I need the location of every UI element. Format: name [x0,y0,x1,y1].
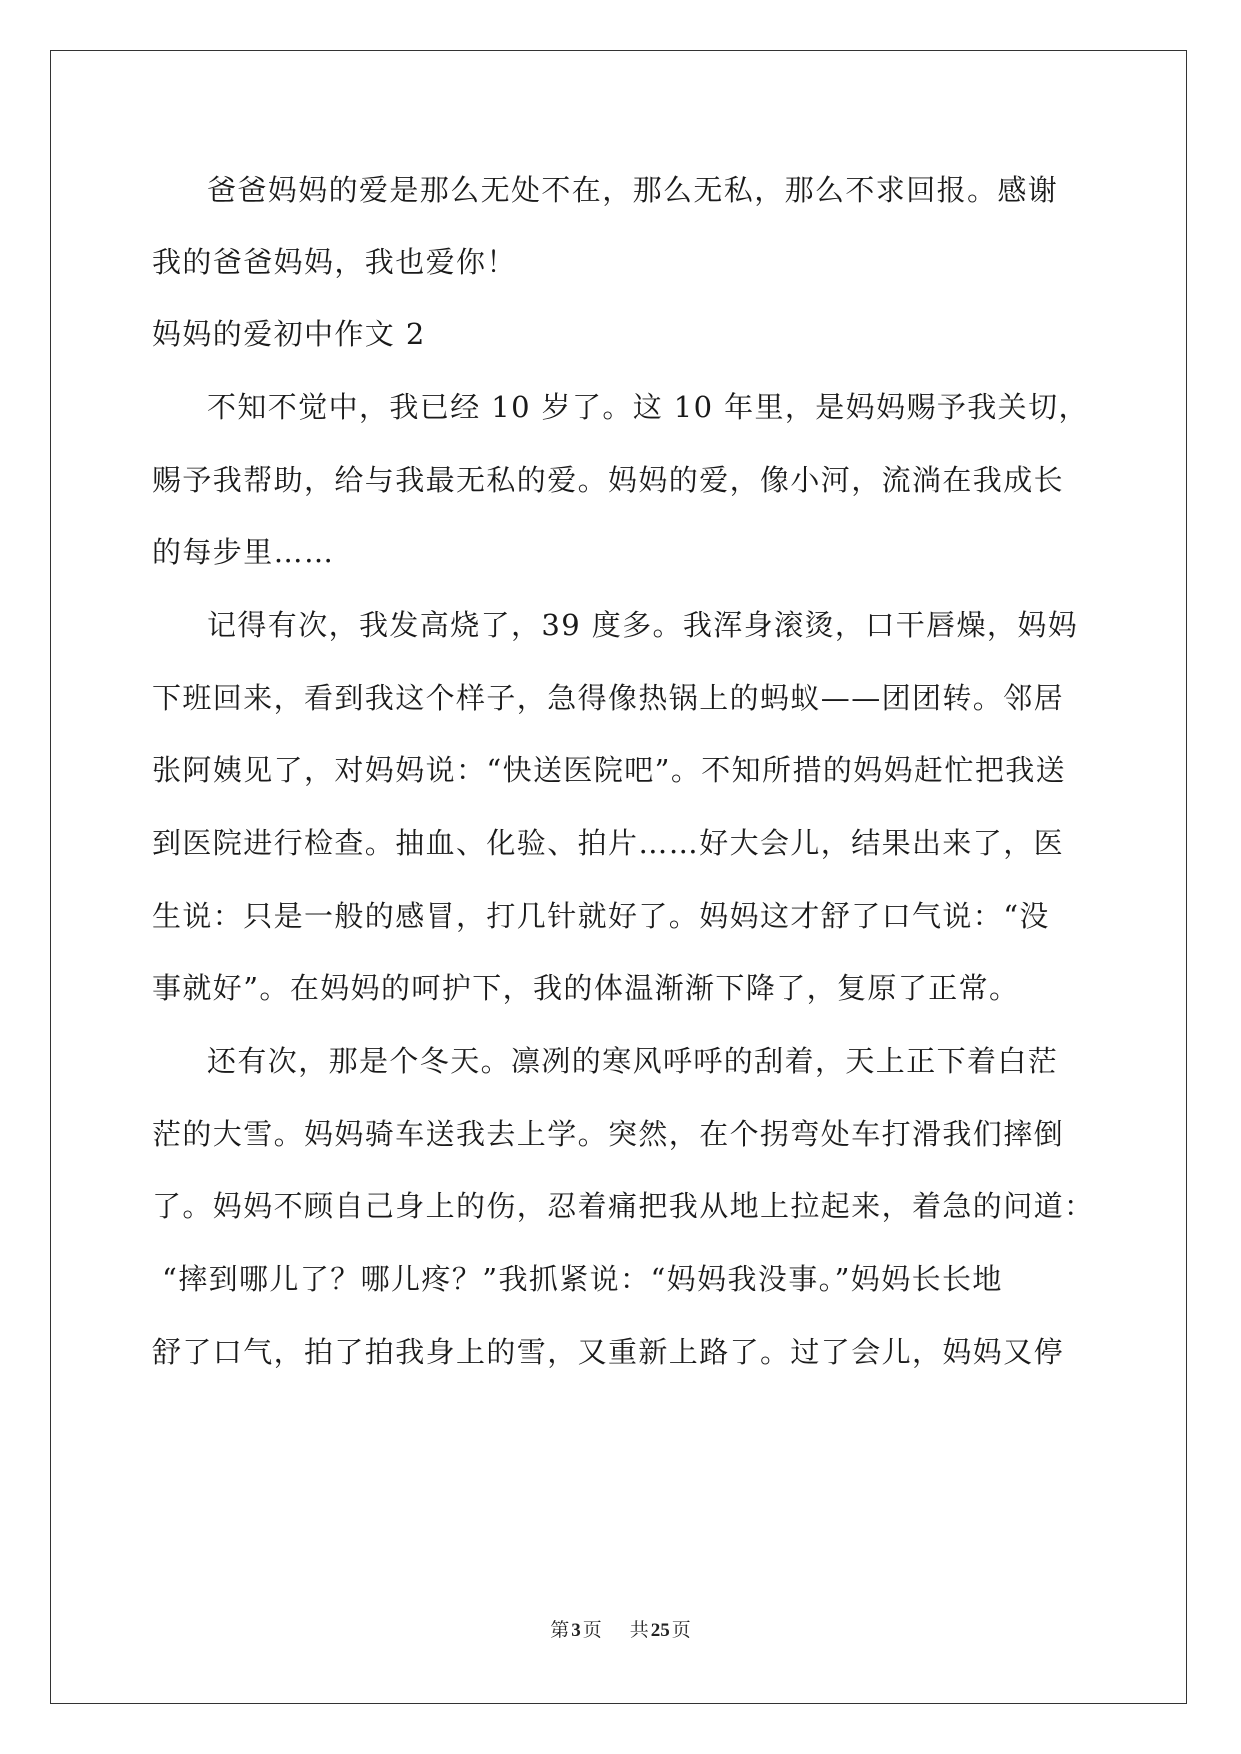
paragraph-line: 还有次，那是个冬天。凛冽的寒风呼呼的刮着，天上正下着白茫 [207,1044,1059,1078]
paragraph-line: 生说：只是一般的感冒，打几针就好了。妈妈这才舒了口气说：“没 [152,899,1050,933]
paragraph-line: “摔到哪儿了？哪儿疼？”我抓紧说：“妈妈我没事。”妈妈长长地 [162,1262,1003,1296]
page-total-indicator [630,1619,691,1641]
paragraph-line: 下班回来，看到我这个样子，急得像热锅上的蚂蚁——团团转。邻居 [152,681,1065,715]
page-current: 3 [571,1620,581,1641]
page-indicator [550,1619,602,1641]
page-prefix: 第 [550,1619,570,1641]
paragraph-line: 茫的大雪。妈妈骑车送我去上学。突然，在个拐弯处车打滑我们摔倒 [152,1117,1065,1151]
paragraph-line: 记得有次，我发高烧了，39 度多。我浑身滚烫，口干唇燥，妈妈 [207,608,1079,642]
paragraph-line: 的每步里…… [152,535,335,569]
paragraph-line: 我的爸爸妈妈，我也爱你！ [152,245,517,279]
page-footer [0,1618,1241,1643]
paragraph-line: 了。妈妈不顾自己身上的伤，忍着痛把我从地上拉起来，着急的问道： [152,1189,1095,1223]
paragraph-line: 事就好”。在妈妈的呵护下，我的体温渐渐下降了，复原了正常。 [152,971,1020,1005]
total-label: 页 [671,1619,691,1641]
page-border [50,50,1187,1704]
paragraph-line: 到医院进行检查。抽血、化验、拍片……好大会儿，结果出来了，医 [152,826,1065,860]
page-total: 25 [650,1620,670,1641]
paragraph-line: 张阿姨见了，对妈妈说：“快送医院吧”。不知所措的妈妈赶忙把我送 [152,753,1067,787]
paragraph-line: 舒了口气，拍了拍我身上的雪，又重新上路了。过了会儿，妈妈又停 [152,1335,1065,1369]
paragraph-line: 赐予我帮助，给与我最无私的爱。妈妈的爱，像小河，流淌在我成长 [152,463,1065,497]
paragraph-line: 不知不觉中，我已经 10 岁了。这 10 年里，是妈妈赐予我关切， [207,390,1089,424]
page-label: 页 [582,1619,602,1641]
section-heading: 妈妈的爱初中作文 2 [152,317,426,351]
total-prefix: 共 [629,1619,649,1641]
paragraph-line: 爸爸妈妈的爱是那么无处不在，那么无私，那么不求回报。感谢 [207,173,1059,207]
